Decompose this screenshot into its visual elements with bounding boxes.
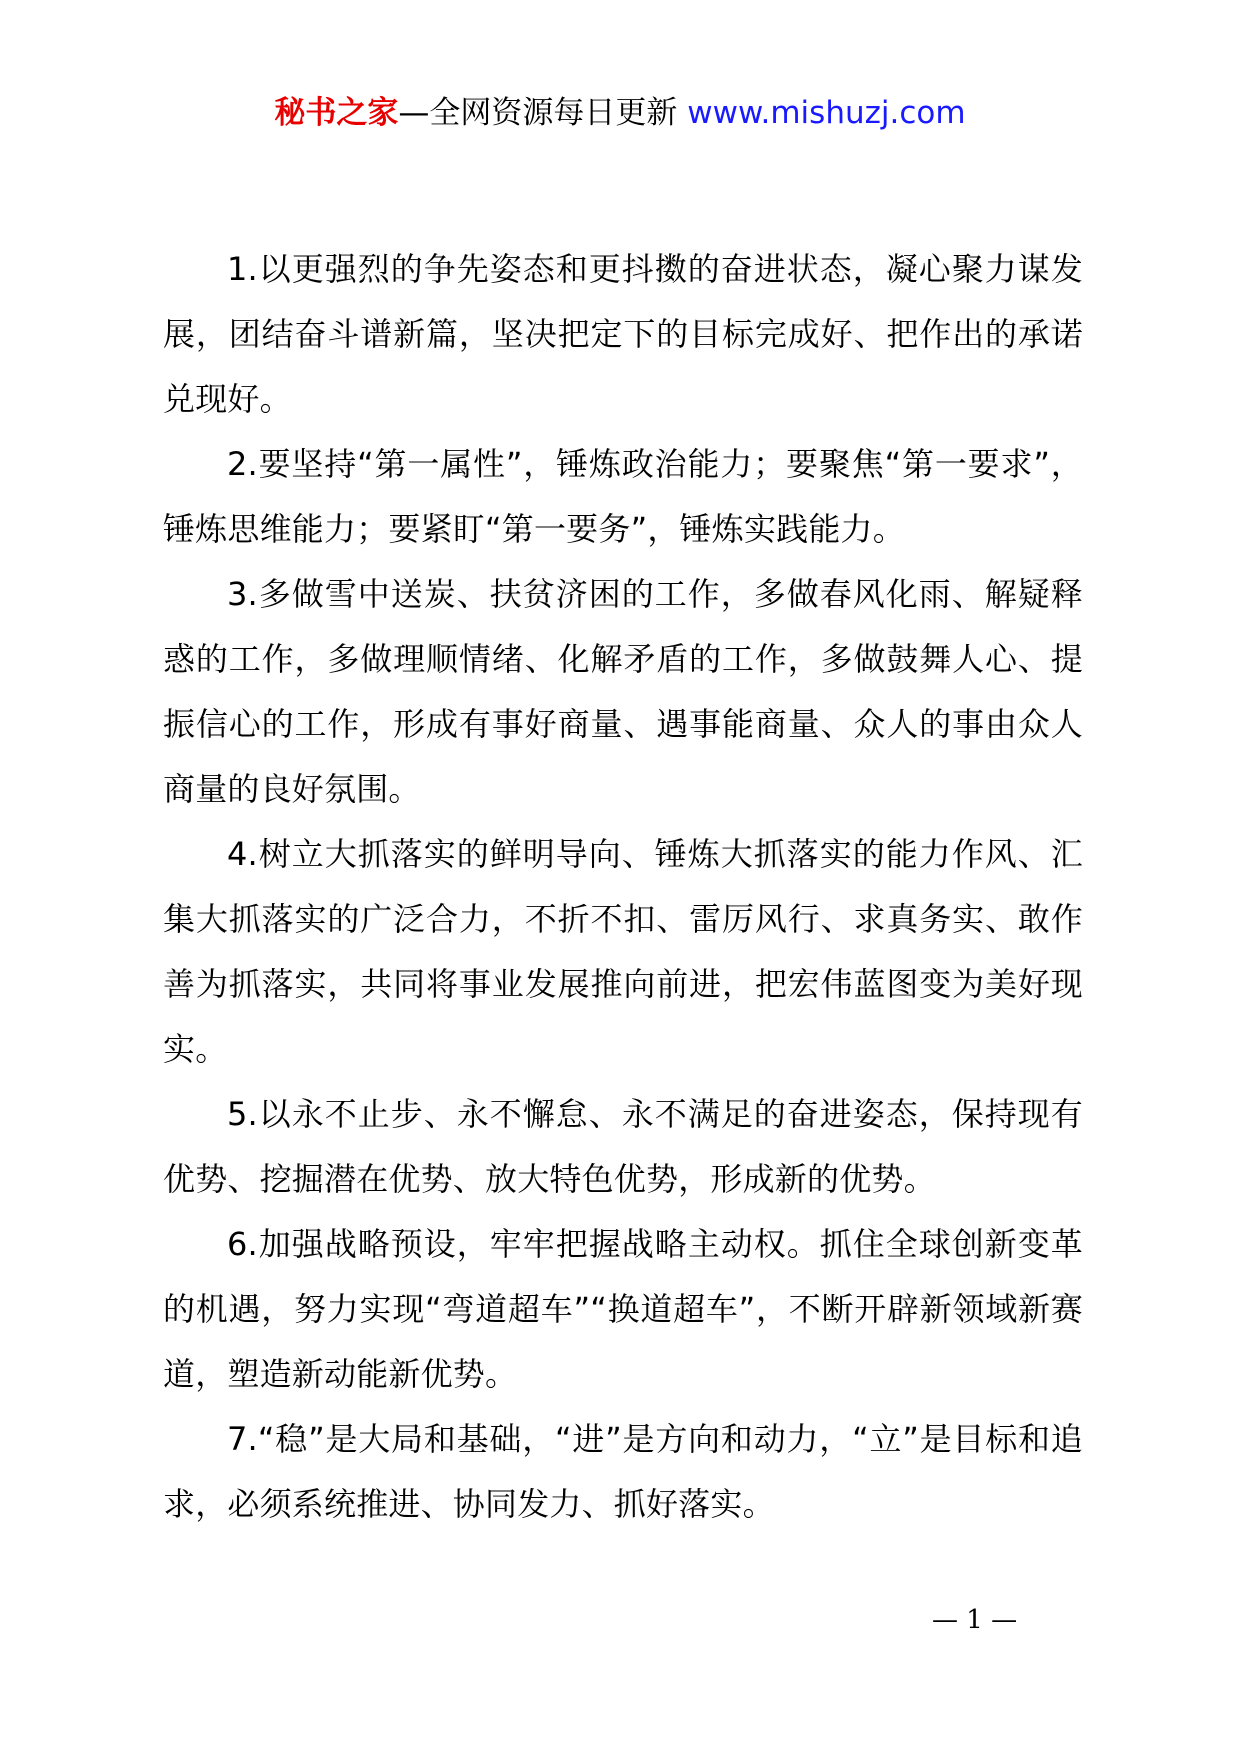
site-tagline: —全网资源每日更新 xyxy=(398,95,688,131)
paragraph-2: 2.要坚持“第一属性”，锤炼政治能力；要聚焦“第一要求”，锤炼思维能力；要紧盯“第一要务”，锤炼实践能力。 xyxy=(163,445,1083,548)
paragraph-6: 6.加强战略预设，牢牢把握战略主动权。抓住全球创新变革的机遇，努力实现“弯道超车”“换道超车”，不断开辟新领域新赛道，塑造新动能新优势。 xyxy=(163,1225,1083,1393)
paragraph-5: 5.以永不止步、永不懈怠、永不满足的奋进姿态，保持现有优势、挖掘潜在优势、放大特色优势，形成新的优势。 xyxy=(163,1095,1083,1198)
paragraph-1: 1.以更强烈的争先姿态和更抖擞的奋进状态，凝心聚力谋发展，团结奋斗谱新篇，坚决把定下的目标完成好、把作出的承诺兑现好。 xyxy=(163,250,1083,418)
site-header xyxy=(0,90,1240,136)
page-number: — 1 — xyxy=(932,1605,1018,1635)
site-brand: 秘书之家 xyxy=(274,95,399,131)
document-body xyxy=(163,237,1083,1537)
paragraph-7: 7.“稳”是大局和基础，“进”是方向和动力，“立”是目标和追求，必须系统推进、协同发力、抓好落实。 xyxy=(163,1420,1083,1523)
paragraph-4: 4.树立大抓落实的鲜明导向、锤炼大抓落实的能力作风、汇集大抓落实的广泛合力，不折不扣、雷厉风行、求真务实、敢作善为抓落实，共同将事业发展推向前进，把宏伟蓝图变为美好现实。 xyxy=(163,835,1083,1068)
site-url-link[interactable]: www.mishuzj.com xyxy=(687,95,966,131)
paragraph-3: 3.多做雪中送炭、扶贫济困的工作，多做春风化雨、解疑释惑的工作，多做理顺情绪、化解矛盾的工作，多做鼓舞人心、提振信心的工作，形成有事好商量、遇事能商量、众人的事由众人商量的良好氛围。 xyxy=(163,575,1083,808)
